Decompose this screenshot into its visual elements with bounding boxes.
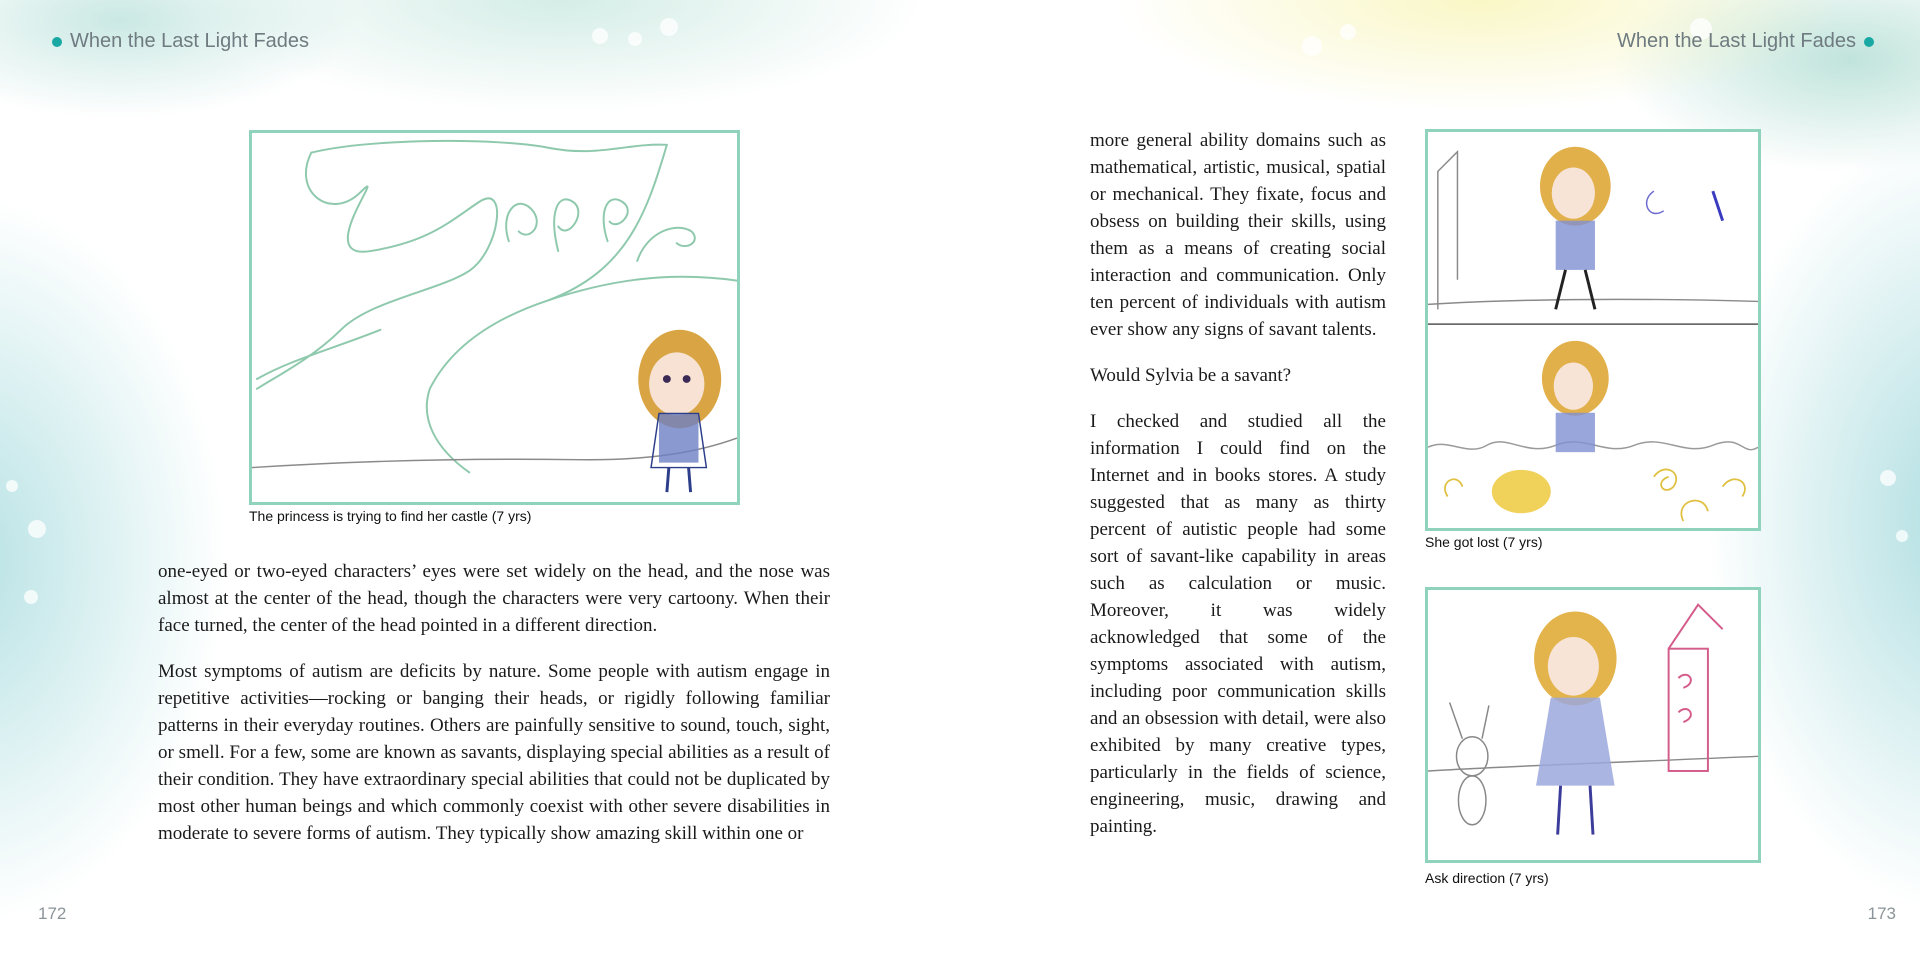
paragraph: Most symptoms of autism are deficits by nature. Some people with autism engage in repetitive activities—rocking or banging their heads, or rigidly following familiar patterns in their everyday routines. Others are painfully sensitive to sound, touch, sight, or smell. For a few, some are known as savants, displaying special abilities as a result of their condition. They have extraordinary special abilities that could not be duplicated by most other human beings and which commonly coexist with other severe disabilities in moderate to severe forms of autism. They typically show amazing skill within one or: [158, 661, 830, 844]
page-number-right: 173: [1867, 904, 1896, 923]
castle-tower: [1669, 605, 1723, 771]
girl-figure: [1540, 147, 1611, 310]
running-header-left: [52, 30, 309, 53]
figure-caption-direction: Ask direction (7 yrs): [1425, 870, 1549, 886]
drawing-she-got-lost: [1425, 129, 1761, 531]
rabbit-figure: [1450, 703, 1489, 825]
bokeh-light: [24, 590, 38, 604]
paragraph: more general ability domains such as mathematical, artistic, musical, spatial or mechanical. They fixate, focus and obsess on building their skills, using them as a means of creating social interaction and communication. Only ten percent of individuals with autism ever show any signs of savant talents.: [1090, 130, 1386, 340]
bullet-dot-icon: [1864, 37, 1874, 47]
figure-caption-lost: She got lost (7 yrs): [1425, 534, 1543, 550]
left-page-body: [158, 558, 830, 866]
running-header-right: [1617, 30, 1874, 53]
child-drawing-direction: [1428, 590, 1758, 860]
girl-figure: [1542, 341, 1609, 452]
paragraph: I checked and studied all the information I could find on the Internet and in books stores. A study suggested that as many as thirty percent of autistic people had some sort of savant-like capability in areas such as calculation or music. Moreover, it was widely acknowledged that some of the symptoms associated with autism, including poor communication skills and an obsession with detail, were also exhibited by many creative types, particularly in the fields of science, engineering, music, drawing and painting.: [1090, 411, 1387, 837]
bokeh-light: [1302, 36, 1322, 56]
bokeh-light: [1896, 530, 1908, 542]
child-drawing-princess: [252, 133, 737, 502]
drawing-princess-castle: [249, 130, 740, 505]
right-page-body: [1090, 127, 1386, 859]
book-title-left: When the Last Light Fades: [70, 30, 310, 52]
bokeh-light: [1880, 470, 1896, 486]
bokeh-light: [6, 480, 18, 492]
bokeh-light: [628, 32, 642, 46]
question-line: Would Sylvia be a savant?: [1090, 365, 1292, 386]
figure-caption-princess: The princess is trying to find her castle (7 yrs): [249, 508, 532, 524]
paragraph: one-eyed or two-eyed characters’ eyes were set widely on the head, and the nose was almost at the center of the head, though the characters were very cartoony. When their face turned, the center of the head pointed in a different direction.: [158, 561, 830, 636]
bokeh-light: [592, 28, 608, 44]
book-title-right: When the Last Light Fades: [1616, 30, 1856, 52]
bullet-dot-icon: [52, 37, 62, 47]
girl-figure: [1534, 612, 1617, 835]
page-number-left: 172: [38, 904, 67, 923]
drawing-ask-direction: [1425, 587, 1761, 863]
child-drawing-lost: [1428, 132, 1758, 528]
girl-figure: [638, 330, 721, 492]
bokeh-light: [28, 520, 46, 538]
bokeh-light: [1340, 24, 1356, 40]
bokeh-light: [660, 18, 678, 36]
